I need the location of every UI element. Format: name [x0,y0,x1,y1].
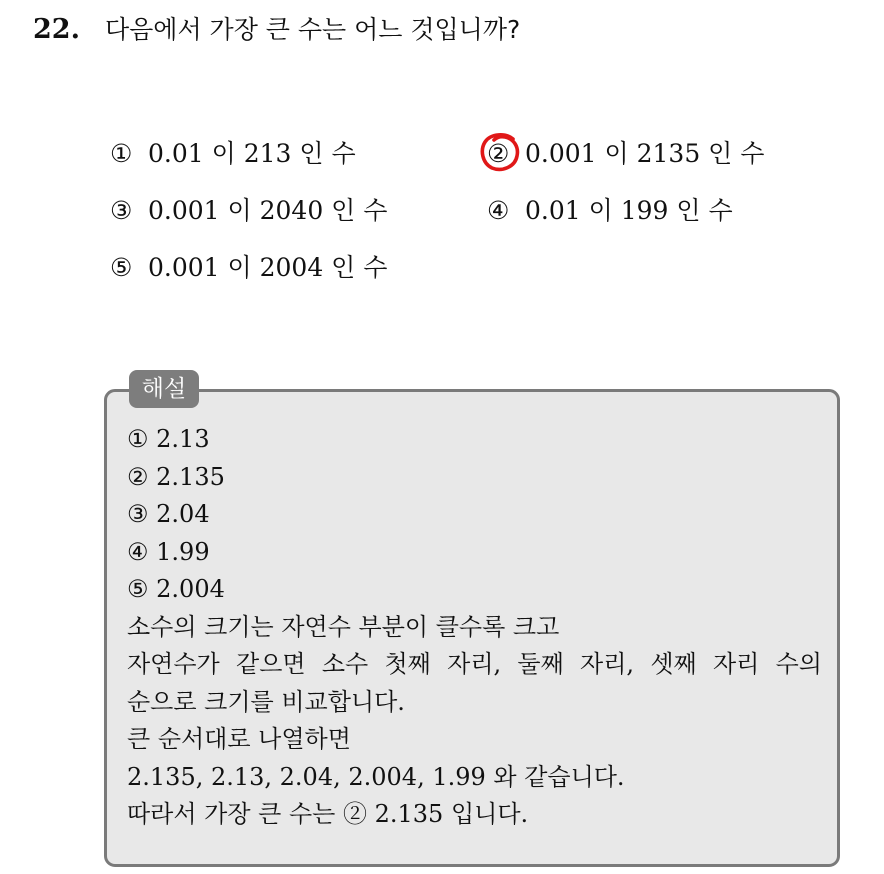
choice-4[interactable] [487,193,733,229]
explanation-line: ③ 2.04 [127,500,210,528]
choice-5-number: ⑤ [110,253,133,282]
choice-4-number: ④ [487,196,510,225]
choice-4-text: 0.01 이 199 인 수 [525,196,733,225]
explanation-line: 큰 순서대로 나열하면 [127,725,351,753]
explanation-line: 자연수가 같으면 소수 첫째 자리, 둘째 자리, 셋째 자리 수의 [127,650,822,678]
choice-2[interactable] [487,136,764,172]
choice-3-number: ③ [110,196,133,225]
explanation-line: ② 2.135 [127,462,225,491]
choice-2-number: ② [487,139,510,168]
question-number: 22. [33,14,80,45]
question-text: 다음에서 가장 큰 수는 어느 것입니까? [105,15,521,44]
explanation-line: 따라서 가장 큰 수는 ② 2.135 입니다. [127,800,529,828]
choice-3[interactable] [110,193,387,229]
choice-2-text: 0.001 이 2135 인 수 [525,139,765,168]
explanation-line: 소수의 크기는 자연수 부분이 클수록 크고 [127,612,560,641]
explanation-content [127,421,837,834]
choice-5[interactable] [110,250,387,286]
explanation-line: ① 2.13 [127,425,210,453]
choice-1[interactable] [110,136,356,172]
choice-3-text: 0.001 이 2040 인 수 [148,196,388,225]
choice-1-text: 0.01 이 213 인 수 [148,139,356,168]
answer-mark-circle-icon [478,130,522,174]
choice-1-number: ① [110,139,133,168]
explanation-line: 순으로 크기를 비교합니다. [127,687,405,716]
explanation-line: ④ 1.99 [127,537,210,566]
explanation-tag: 해설 [129,370,199,408]
choice-5-text: 0.001 이 2004 인 수 [148,253,388,282]
explanation-line: 2.135, 2.13, 2.04, 2.004, 1.99 와 같습니다. [127,762,625,791]
explanation-line: ⑤ 2.004 [127,575,225,603]
